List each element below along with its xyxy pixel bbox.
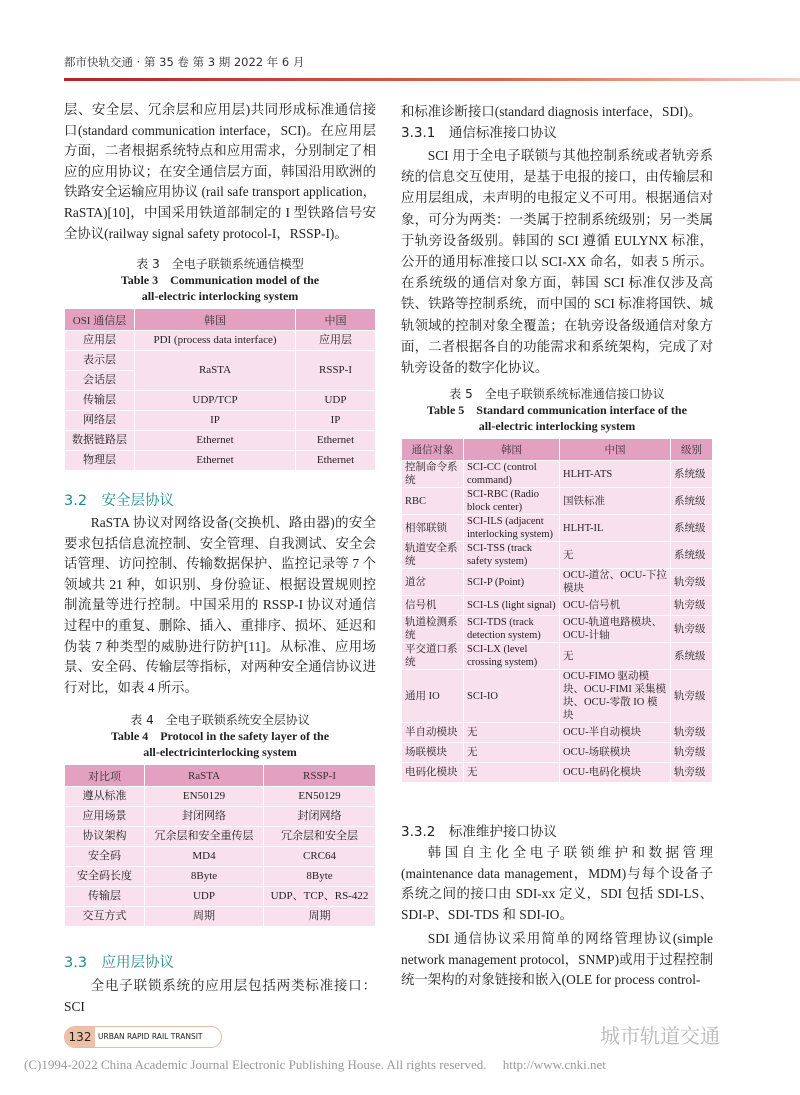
th: 通信对象	[402, 439, 464, 461]
table-cell: 平交道口系统	[402, 643, 464, 670]
table-cell: RBC	[402, 488, 464, 515]
table-cell: HLHT-ATS	[560, 461, 671, 488]
table-cell: 轨旁级	[671, 596, 713, 616]
th: 中国	[560, 439, 671, 461]
table-row	[65, 827, 376, 847]
table-cell: 无	[464, 723, 560, 743]
th: RSSP-I	[264, 765, 376, 787]
table-row: 应用层 PDI (process data interface) 应用层	[65, 331, 376, 351]
table-row: 传输层 UDP/TCP UDP	[65, 391, 376, 411]
table-cell: 轨旁级	[671, 743, 713, 763]
table-cell: SCI-TDS (track detection system)	[464, 616, 560, 643]
table-row	[402, 763, 713, 783]
table-row	[402, 596, 713, 616]
table-row	[402, 542, 713, 569]
table-cell: 8Byte	[264, 867, 376, 887]
table-cell: 周期	[145, 907, 264, 927]
table-cell: 系统级	[671, 643, 713, 670]
table-cell: SCI-P (Point)	[464, 569, 560, 596]
table-row	[65, 847, 376, 867]
table-caption-en: Table 4 Protocol in the safety layer of the	[110, 729, 330, 743]
running-head: 都市快轨交通 · 第 35 卷 第 3 期 2022 年 6 月	[64, 55, 305, 69]
table-caption-en: all-electric interlocking system	[141, 289, 299, 303]
table-cell: SCI-ILS (adjacent interlocking system)	[464, 515, 560, 542]
table-row: 表示层 RaSTA RSSP-I	[65, 351, 376, 371]
table-cell: 轨旁级	[671, 723, 713, 743]
table-cell: 系统级	[671, 515, 713, 542]
journal-name-en: URBAN RAPID RAIL TRANSIT	[98, 1032, 203, 1041]
table-row	[65, 887, 376, 907]
table-cell: HLHT-IL	[560, 515, 671, 542]
table-cell: OCU-信号机	[560, 596, 671, 616]
table-cell: 无	[464, 763, 560, 783]
table-cell: 轨旁级	[671, 569, 713, 596]
table-cell: 控制命令系统	[402, 461, 464, 488]
table-cell: EN50129	[264, 787, 376, 807]
table-cell: 交互方式	[65, 907, 145, 927]
table-row: 网络层 IP IP	[65, 411, 376, 431]
table-cell: 电码化模块	[402, 763, 464, 783]
table-cell: 轨道安全系统	[402, 542, 464, 569]
table-cell: 无	[560, 542, 671, 569]
table-row	[65, 807, 376, 827]
th: 韩国	[464, 439, 560, 461]
table-cell: OCU-轨道电路模块、OCU-计轴	[560, 616, 671, 643]
table-5	[401, 386, 713, 783]
table-cell: 系统级	[671, 542, 713, 569]
paragraph: SDI 通信协议采用简单的网络管理协议(simple network management protocol，SNMP)或用于过程控制统一架构的对象链接和嵌入(OLE for process control-	[401, 931, 713, 988]
paragraph: 层、安全层、冗余层和应用层)共同形成标准通信接口(standard communication interface，SCI)。在应用层方面，二者根据系统特点和应用需求，分别制定了相应的应用协议；在安全通信层方面，韩国沿用欧洲的铁路安全运输应用协议 (rail safe transport application，RaSTA)[10]，中国采用铁道部制定的 I 型铁路信号安全协议(railway signal safety protocol-I，RSSP-I)。	[64, 102, 376, 241]
table-cell: 半自动模块	[402, 723, 464, 743]
table-caption-en: Table 3 Communication model of the	[120, 273, 320, 287]
table-row: 会话层	[65, 371, 376, 391]
table-cell: 安全码长度	[65, 867, 145, 887]
table-cell: UDP、TCP、RS-422	[264, 887, 376, 907]
table-cell: OCU-场联模块	[560, 743, 671, 763]
table-cell: EN50129	[145, 787, 264, 807]
table-cell: 周期	[264, 907, 376, 927]
table-row	[65, 867, 376, 887]
table	[401, 438, 713, 783]
table-caption-en: Table 5 Standard communication interface of the	[427, 403, 687, 417]
table-row	[402, 643, 713, 670]
th: 级别	[671, 439, 713, 461]
table-cell: 无	[560, 643, 671, 670]
table-caption-zh: 表 5 全电子联锁系统标准通信接口协议	[449, 387, 665, 401]
paragraph: 全电子联锁系统的应用层包括两类标准接口：SCI	[64, 978, 376, 1014]
table-cell: 相邻联锁	[402, 515, 464, 542]
table-cell: OCU-FIMO 驱动模块、OCU-FIMI 采集模块、OCU-零散 IO 模块	[560, 670, 671, 723]
table-cell: 轨旁级	[671, 763, 713, 783]
table-cell: 国铁标准	[560, 488, 671, 515]
table-caption-en: all-electricinterlocking system	[143, 745, 297, 759]
table-cell: UDP	[145, 887, 264, 907]
table-cell: 封闭网络	[145, 807, 264, 827]
table-row	[402, 616, 713, 643]
table-cell: CRC64	[264, 847, 376, 867]
page-number: 132	[65, 1027, 95, 1047]
table-cell: SCI-LS (light signal)	[464, 596, 560, 616]
table-caption-zh: 表 4 全电子联锁系统安全层协议	[130, 713, 310, 727]
table-cell: OCU-电码化模块	[560, 763, 671, 783]
section-heading: 3.3 应用层协议	[64, 955, 175, 971]
header-rule	[64, 78, 800, 81]
table-caption-zh: 表 3 全电子联锁系统通信模型	[136, 257, 304, 271]
table-cell: 通用 IO	[402, 670, 464, 723]
table-caption-en: all-electric interlocking system	[478, 419, 636, 433]
section-heading: 3.2 安全层协议	[64, 493, 175, 509]
table-cell: 道岔	[402, 569, 464, 596]
th: 中国	[296, 309, 376, 331]
table-row	[402, 515, 713, 542]
table-4	[64, 712, 376, 927]
copyright: (C)1994-2022 China Academic Journal Electronic Publishing House. All rights reserved. http://www.cnki.net	[24, 1057, 606, 1072]
table-row: 物理层 Ethernet Ethernet	[65, 451, 376, 471]
table-row	[402, 488, 713, 515]
table	[64, 308, 376, 471]
table-cell: 8Byte	[145, 867, 264, 887]
table-cell: 无	[464, 743, 560, 763]
paragraph: RaSTA 协议对网络设备(交换机、路由器)的安全要求包括信息流控制、安全管理、自我测试、安全会话管理、访问控制、传输数据保护、监控记录等 7 个领域共 21 种，如识别、身份验证、根据设置规则控制流量等进行控制。中国采用的 RSSP-I 协议对通信过程中的重复、删除、插入、重排序、损坏、延迟和伪装 7 种类型的威胁进行防护[11]。从标准、应用场景、安全码、传输层等指标，对两种安全通信协议进行对比，如表 4 所示。	[64, 515, 376, 695]
table-cell: 轨旁级	[671, 616, 713, 643]
table-cell: 系统级	[671, 461, 713, 488]
table-cell: 应用场景	[65, 807, 145, 827]
table-cell: 系统级	[671, 488, 713, 515]
table-cell: SCI-TSS (track safety system)	[464, 542, 560, 569]
paragraph: 和标准诊断接口(standard diagnosis interface，SDI)。	[401, 104, 702, 119]
table-row	[402, 723, 713, 743]
th: OSI 通信层	[65, 309, 135, 331]
table-row	[402, 569, 713, 596]
th: RaSTA	[145, 765, 264, 787]
watermark: 城市轨道交通	[600, 1024, 720, 1048]
table-row	[402, 670, 713, 723]
table-cell: 冗余层和安全重传层	[145, 827, 264, 847]
subsection-heading: 3.3.1 通信标准接口协议	[401, 125, 557, 141]
table-cell: 冗余层和安全层	[264, 827, 376, 847]
table	[64, 764, 376, 927]
table-cell: 场联模块	[402, 743, 464, 763]
table-cell: 协议架构	[65, 827, 145, 847]
table-cell: OCU-道岔、OCU-下拉模块	[560, 569, 671, 596]
table-cell: MD4	[145, 847, 264, 867]
table-row	[65, 907, 376, 927]
table-cell: 轨道检测系统	[402, 616, 464, 643]
table-cell: SCI-LX (level crossing system)	[464, 643, 560, 670]
table-row	[65, 787, 376, 807]
th: 对比项	[65, 765, 145, 787]
table-cell: 传输层	[65, 887, 145, 907]
table-cell: OCU-半自动模块	[560, 723, 671, 743]
table-cell: 安全码	[65, 847, 145, 867]
paragraph: SCI 用于全电子联锁与其他控制系统或者轨旁系统的信息交互使用，是基于电报的接口，由传输层和应用层组成，未声明的电报定义不可用。根据通信对象，可分为两类：一类属于控制系统级别；另一类属于轨旁设备级别。韩国的 SCI 遵循 EULYNX 标准，公开的通用标准接口以 SCI-XX 命名，如表 5 所示。在系统级的通信对象方面，韩国 SCI 标准仅涉及高铁、铁路等控制系统，而中国的 SCI 标准将国铁、城轨领域的控制对象全覆盖；在轨旁设备级通信对象方面，二者根据各自的功能需求和系统架构，完成了对轨旁设备的数字化协议。	[401, 148, 713, 376]
table-cell: SCI-RBC (Radio block center)	[464, 488, 560, 515]
table-cell: 封闭网络	[264, 807, 376, 827]
th: 韩国	[135, 309, 296, 331]
table-row	[402, 461, 713, 488]
table-row: 数据链路层 Ethernet Ethernet	[65, 431, 376, 451]
table-3	[64, 256, 376, 471]
table-cell: 轨旁级	[671, 670, 713, 723]
table-cell: SCI-IO	[464, 670, 560, 723]
table-cell: 遵从标准	[65, 787, 145, 807]
table-cell: SCI-CC (control command)	[464, 461, 560, 488]
page-badge	[64, 1026, 222, 1048]
paragraph: 韩国自主化全电子联锁维护和数据管理(maintenance data management，MDM)与每个设备子系统之间的接口由 SDI-xx 定义，SDI 包括 SDI-LS、SDI-P、SDI-TDS 和 SDI-IO。	[401, 845, 713, 922]
table-row	[402, 743, 713, 763]
subsection-heading: 3.3.2 标准维护接口协议	[401, 824, 557, 840]
table-cell: 信号机	[402, 596, 464, 616]
